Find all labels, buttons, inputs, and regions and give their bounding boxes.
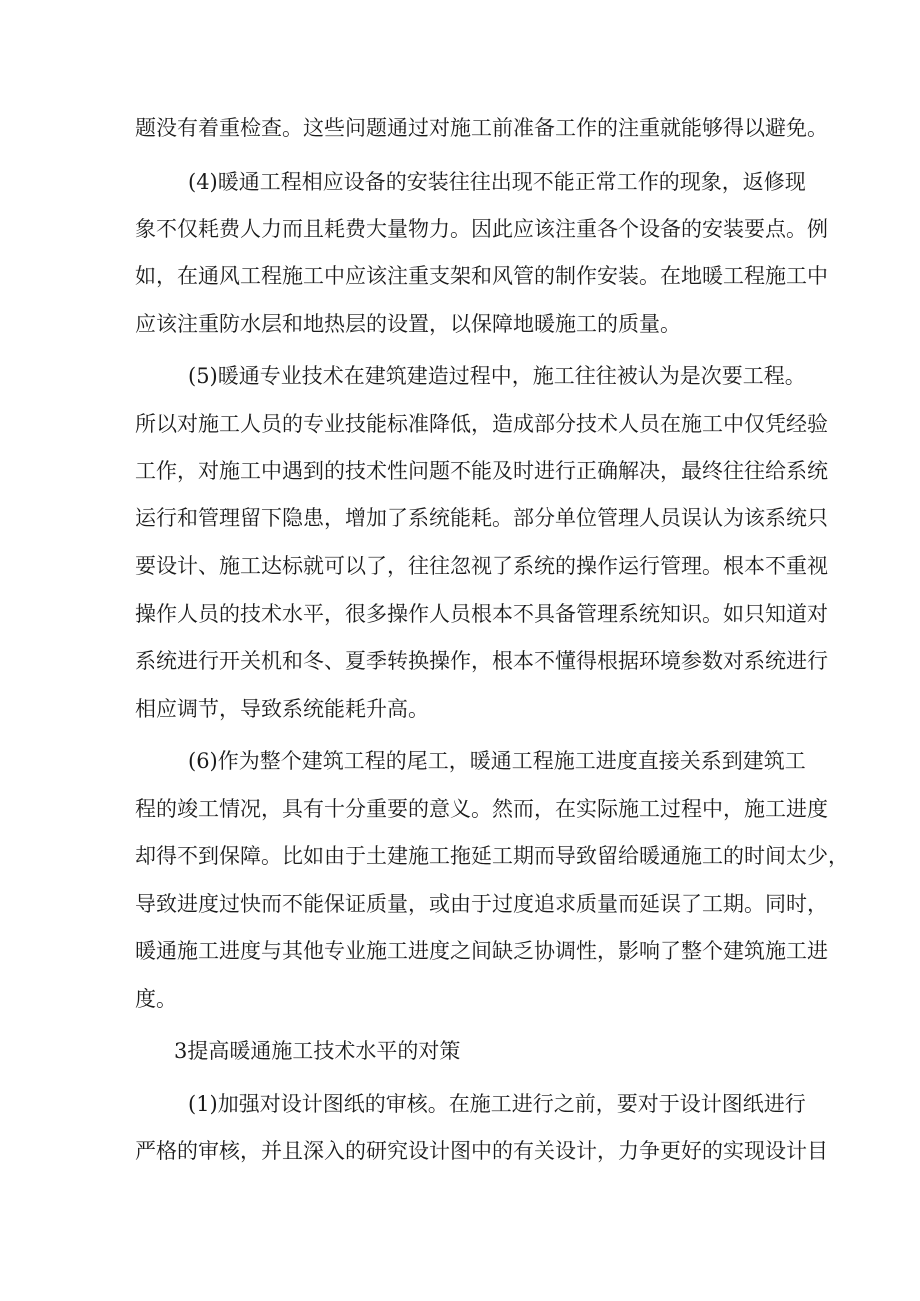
text-line-22: 严格的审核，并且深入的研究设计图中的有关设计，力争更好的实现设计目 [135, 1139, 828, 1163]
text-line-6: (5)暖通专业技术在建筑建造过程中，施工往往被认为是次要工程。 [188, 364, 806, 388]
text-line-1: 题没有着重检查。这些问题通过对施工前准备工作的注重就能够得以避免。 [135, 116, 828, 140]
text-line-10: 要设计、施工达标就可以了，往往忽视了系统的操作运行管理。根本不重视 [135, 554, 828, 578]
text-line-2: (4)暖通工程相应设备的安装往往出现不能正常工作的现象，返修现 [188, 170, 806, 194]
text-line-12: 系统进行开关机和冬、夏季转换操作，根本不懂得根据环境参数对系统进行 [135, 649, 828, 673]
text-line-14: (6)作为整个建筑工程的尾工，暖通工程施工进度直接关系到建筑工 [188, 749, 806, 773]
text-line-8: 工作，对施工中遇到的技术性问题不能及时进行正确解决，最终往往给系统 [135, 459, 828, 483]
text-line-3: 象不仅耗费人力而且耗费大量物力。因此应该注重各个设备的安装要点。例 [135, 217, 828, 241]
text-line-5: 应该注重防水层和地热层的设置，以保障地暖施工的质量。 [135, 312, 681, 336]
text-line-11: 操作人员的技术水平，很多操作人员根本不具备管理系统知识。如只知道对 [135, 602, 828, 626]
text-line-4: 如，在通风工程施工中应该注重支架和风管的制作安装。在地暖工程施工中 [135, 264, 828, 288]
section-heading: 3提高暖通施工技术水平的对策 [174, 1039, 461, 1063]
text-line-18: 暖通施工进度与其他专业施工进度之间缺乏协调性，影响了整个建筑施工进 [135, 939, 828, 963]
text-line-15: 程的竣工情况，具有十分重要的意义。然而，在实际施工过程中，施工进度 [135, 797, 828, 821]
text-line-19: 度。 [135, 987, 177, 1011]
text-line-16: 却得不到保障。比如由于土建施工拖延工期而导致留给暖通施工的时间太少， [135, 844, 849, 868]
text-line-13: 相应调节，导致系统能耗升高。 [135, 697, 429, 721]
text-line-7: 所以对施工人员的专业技能标准降低，造成部分技术人员在施工中仅凭经验 [135, 412, 828, 436]
text-line-21: (1)加强对设计图纸的审核。在施工进行之前，要对于设计图纸进行 [188, 1092, 806, 1116]
text-line-17: 导致进度过快而不能保证质量，或由于过度追求质量而延误了工期。同时， [135, 892, 828, 916]
text-line-9: 运行和管理留下隐患，增加了系统能耗。部分单位管理人员误认为该系统只 [135, 506, 828, 530]
